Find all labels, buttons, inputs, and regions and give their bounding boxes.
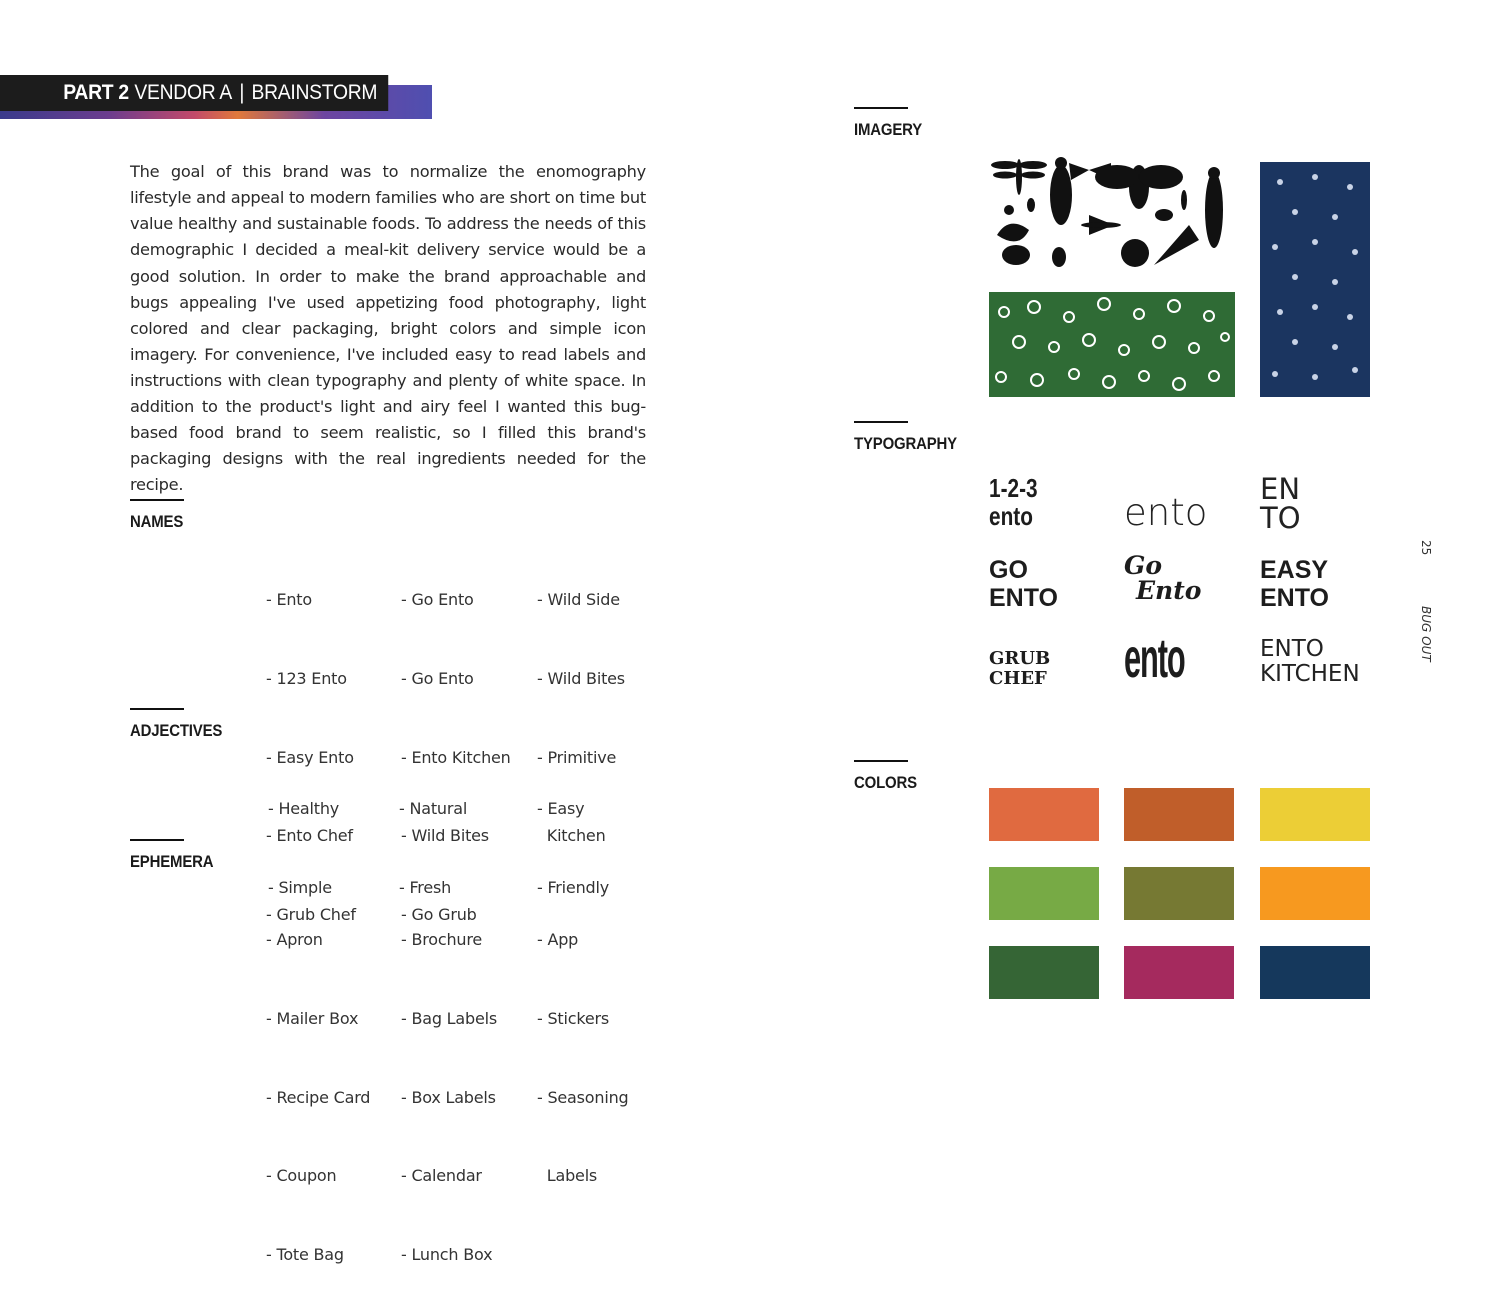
names-rule <box>130 499 184 501</box>
list-item: - Wild Bites <box>537 669 625 688</box>
list-item: - Wild Bites <box>401 826 489 846</box>
colors-rule <box>854 760 908 762</box>
ephemera-col-1 <box>266 875 370 1294</box>
color-swatch <box>1124 788 1234 841</box>
list-item: - Wild Side <box>537 590 620 610</box>
typography-sample-line: TO <box>1260 501 1301 535</box>
adjectives-rule <box>130 708 184 710</box>
list-item: - Easy Ento <box>266 747 354 767</box>
header-vendor: VENDOR A <box>134 81 233 104</box>
list-item: - Bag Labels <box>401 1009 497 1028</box>
list-item: - Seasoning <box>537 1087 629 1107</box>
list-item: - Stickers <box>537 1009 609 1028</box>
typography-rule <box>854 421 908 423</box>
list-item: - Easy <box>537 799 585 819</box>
typography-sample-go-ento-script <box>1124 553 1201 603</box>
typography-sample-line: KITCHEN <box>1260 661 1360 687</box>
green-food-pattern-image <box>989 292 1235 397</box>
list-item: - Ento Kitchen <box>401 747 511 767</box>
list-item: - Go Ento <box>401 590 474 610</box>
names-title: NAMES <box>130 512 184 531</box>
color-swatch <box>1260 788 1370 841</box>
typography-sample-line: ento <box>989 501 1033 531</box>
page-number: 25 <box>1419 540 1433 556</box>
list-item: - Primitive <box>537 747 617 767</box>
color-swatch <box>1260 946 1370 999</box>
typography-sample-easy-ento <box>1260 558 1329 611</box>
list-item: - Tote Bag <box>266 1244 344 1264</box>
typography-sample-grub-chef <box>989 650 1050 688</box>
ephemera-title: EPHEMERA <box>130 852 214 871</box>
typography-title: TYPOGRAPHY <box>854 434 957 453</box>
typography-sample-123-ento <box>989 475 1038 529</box>
typography-sample-en-to <box>1260 472 1301 535</box>
list-item: - Fresh <box>399 878 452 897</box>
typography-sample-line: ENTO <box>989 584 1058 612</box>
imagery-title: IMAGERY <box>854 120 923 139</box>
colors-title: COLORS <box>854 773 917 792</box>
color-swatch <box>989 946 1099 999</box>
list-item: - Simple <box>268 878 332 897</box>
ephemera-rule <box>130 839 184 841</box>
insect-silhouettes-image <box>989 155 1235 270</box>
list-item: - Go Grub <box>401 904 477 924</box>
typography-sample-line: ENTO <box>1260 584 1329 612</box>
typography-sample-ento-light: ento <box>1124 491 1208 534</box>
typography-sample-line: Go <box>1124 551 1163 580</box>
adjectives-title: ADJECTIVES <box>130 721 223 740</box>
list-item: - Healthy <box>268 799 340 819</box>
header-part: PART 2 <box>63 81 129 104</box>
typography-sample-line: GO <box>989 556 1028 584</box>
typography-sample-ento-condensed: ento <box>1124 626 1185 689</box>
color-swatch <box>1260 867 1370 920</box>
list-item: - Grub Chef <box>266 904 356 924</box>
typography-sample-line: EN <box>1260 472 1301 506</box>
list-item: - Brochure <box>401 930 483 950</box>
color-swatch <box>989 788 1099 841</box>
list-item: - Recipe Card <box>266 1087 371 1107</box>
typography-sample-line: Ento <box>1136 576 1202 605</box>
list-item: - Go Ento <box>401 669 474 688</box>
typography-sample-ento-kitchen <box>1260 638 1360 686</box>
blue-insect-pattern-image <box>1260 162 1370 397</box>
typography-sample-line: GRUB <box>989 648 1051 669</box>
typography-sample-line: EASY <box>1260 556 1329 584</box>
list-item: Labels <box>537 1166 598 1186</box>
intro-paragraph: The goal of this brand was to normalize the enomography lifestyle and appeal to modern families who are short on time but value healthy and sustainable foods. To address the needs of this demographic I decided a meal-kit delivery service would be a good solution. In order to make the brand approachable and bugs appealing I've used appetizing food photography, light colored and clear packaging, bright colors and simple icon imagery. For convenience, I've included easy to read labels and instructions with clean typography and plenty of white space. In addition to the product's light and airy feel I wanted this bug-based food brand to seem realistic, so I filled this brand's packaging designs with the real ingredients needed for the recipe. <box>130 162 646 495</box>
ephemera-col-3 <box>537 875 628 1216</box>
color-swatch <box>989 867 1099 920</box>
imagery-rule <box>854 107 908 109</box>
list-item: Kitchen <box>537 826 606 846</box>
list-item: - Apron <box>266 930 323 950</box>
typography-sample-line: ENTO <box>1260 636 1324 662</box>
header-section: BRAINSTORM <box>251 81 378 104</box>
list-item: - Natural <box>399 799 468 819</box>
typography-sample-go-ento <box>989 558 1058 611</box>
header-bar <box>0 75 388 111</box>
list-item: - App <box>537 930 579 950</box>
list-item: - Ento Chef <box>266 826 353 846</box>
color-swatch <box>1124 867 1234 920</box>
list-item: - Lunch Box <box>401 1244 493 1264</box>
list-item: - Ento <box>266 590 312 610</box>
list-item: - 123 Ento <box>266 669 347 688</box>
typography-sample-line: 1-2-3 <box>989 473 1038 503</box>
list-item: - Mailer Box <box>266 1009 359 1028</box>
list-item: - Box Labels <box>401 1087 496 1107</box>
color-swatch <box>1124 946 1234 999</box>
book-title: BUG OUT <box>1419 606 1433 662</box>
header-separator: | <box>239 81 245 104</box>
ephemera-col-2 <box>401 875 497 1294</box>
list-item: - Coupon <box>266 1166 337 1186</box>
list-item: - Calendar <box>401 1166 482 1186</box>
list-item: - Friendly <box>537 878 609 897</box>
typography-sample-line: CHEF <box>989 668 1047 689</box>
